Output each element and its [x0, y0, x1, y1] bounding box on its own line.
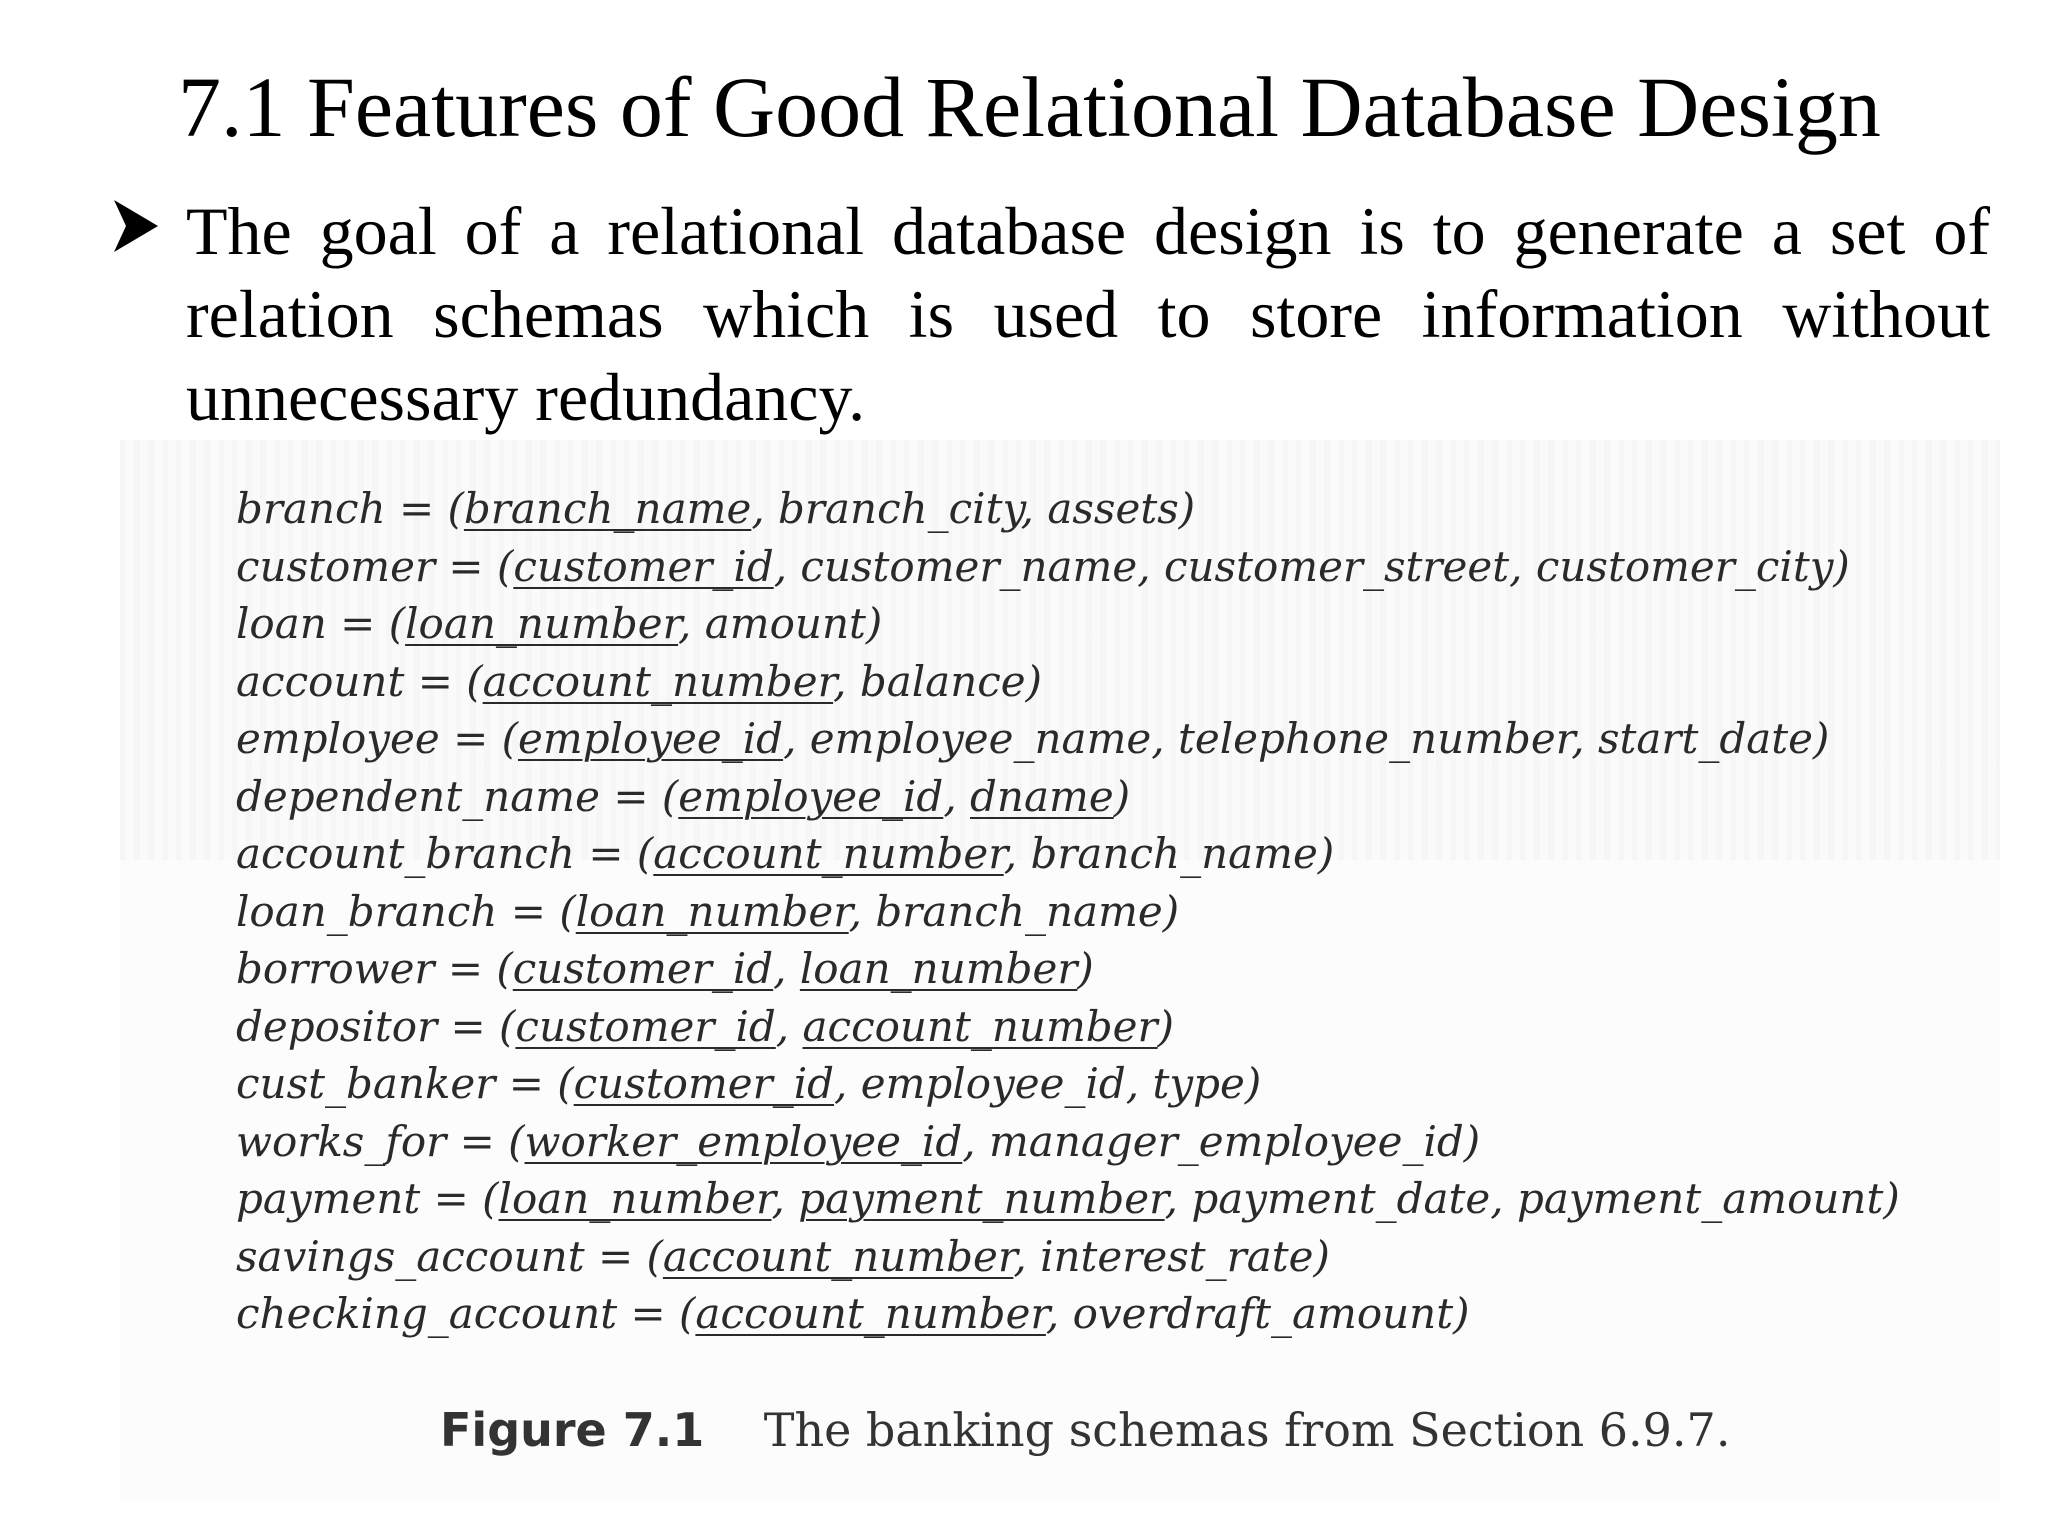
- key-attribute: loan_number: [498, 1174, 772, 1223]
- schema-row: borrower = (customer_id, loan_number): [236, 944, 1094, 993]
- relation-name: savings_account: [236, 1231, 585, 1281]
- attribute: manager_employee_id: [988, 1116, 1464, 1166]
- relation-name: employee: [236, 714, 440, 763]
- relation-name: depositor: [236, 1001, 438, 1051]
- figure-caption: [440, 1400, 1730, 1461]
- relation-name: account: [236, 656, 405, 706]
- schema-row: employee = (employee_id, employee_name, telephone_number, start_date): [236, 714, 1830, 763]
- key-attribute: account_number: [695, 1289, 1046, 1338]
- attribute: branch_name: [1030, 829, 1318, 878]
- attribute: type: [1152, 1059, 1245, 1108]
- relation-name: cust_banker: [236, 1059, 496, 1108]
- schema-row: savings_account = (account_number, interest_rate): [236, 1231, 1330, 1281]
- schema-row: checking_account = (account_number, overdraft_amount): [236, 1289, 1470, 1338]
- attribute: balance: [859, 656, 1026, 706]
- key-attribute: customer_id: [512, 944, 774, 993]
- attribute: payment_date: [1191, 1174, 1491, 1223]
- key-attribute: worker_employee_id: [524, 1116, 963, 1166]
- schema-row: loan = (loan_number, amount): [236, 599, 883, 648]
- schema-row: dependent_name = (employee_id, dname): [236, 771, 1131, 821]
- schema-row: branch = (branch_name, branch_city, assets): [236, 484, 1196, 533]
- relation-name: branch: [236, 484, 386, 533]
- attribute: telephone_number: [1177, 714, 1572, 763]
- schema-row: cust_banker = (customer_id, employee_id, type): [236, 1059, 1262, 1108]
- relation-name: works_for: [236, 1116, 447, 1166]
- attribute: employee_id: [860, 1059, 1126, 1108]
- relation-name: dependent_name: [236, 771, 600, 821]
- attribute: interest_rate: [1040, 1231, 1314, 1281]
- key-attribute: loan_number: [799, 944, 1078, 993]
- key-attribute: loan_number: [575, 886, 849, 936]
- schema-row: account_branch = (account_number, branch_name): [236, 829, 1335, 878]
- schema-row: depositor = (customer_id, account_number): [236, 1001, 1174, 1051]
- schema-row: customer = (customer_id, customer_name, customer_street, customer_city): [236, 541, 1850, 591]
- bullet-text: The goal of a relational database design is to generate a set of relation schemas which is used to store information without unnecessary redundancy.: [186, 193, 1990, 435]
- key-attribute: payment_number: [798, 1174, 1165, 1223]
- schema-row: works_for = (worker_employee_id, manager_employee_id): [236, 1116, 1481, 1166]
- figure-caption-text: The banking schemas from Section 6.9.7.: [763, 1403, 1731, 1457]
- relation-name: account_branch: [236, 829, 575, 878]
- attribute: amount: [704, 599, 866, 648]
- key-attribute: employee_id: [678, 771, 944, 821]
- key-attribute: customer_id: [573, 1059, 835, 1108]
- schema-row: account = (account_number, balance): [236, 656, 1043, 706]
- relation-name: payment: [236, 1174, 421, 1223]
- attribute: customer_name: [800, 541, 1138, 591]
- schema-row: payment = (loan_number, payment_number, payment_date, payment_amount): [236, 1174, 1900, 1223]
- key-attribute: customer_id: [513, 541, 774, 591]
- relation-name: borrower: [236, 944, 435, 993]
- relation-name: loan_branch: [236, 886, 498, 936]
- schema-list: [236, 480, 1900, 1343]
- arrow-bullet-icon: [110, 196, 162, 256]
- relation-name: checking_account: [236, 1289, 618, 1338]
- attribute: customer_street: [1163, 541, 1510, 591]
- attribute: payment_amount: [1516, 1174, 1884, 1223]
- key-attribute: account_number: [653, 829, 1004, 878]
- schema-row: loan_branch = (loan_number, branch_name): [236, 886, 1180, 936]
- slide-title: 7.1 Features of Good Relational Database Design: [178, 59, 1881, 155]
- attribute: overdraft_amount: [1072, 1289, 1454, 1338]
- attribute: branch_name: [875, 886, 1163, 936]
- relation-name: loan: [236, 599, 327, 648]
- attribute: assets: [1047, 484, 1179, 533]
- relation-name: customer: [236, 541, 436, 591]
- schema-figure: [120, 440, 2000, 1500]
- key-attribute: account_number: [662, 1231, 1014, 1281]
- figure-label: Figure 7.1: [440, 1403, 705, 1457]
- key-attribute: loan_number: [405, 599, 679, 648]
- attribute: start_date: [1597, 714, 1814, 763]
- attribute: customer_city: [1535, 541, 1834, 591]
- key-attribute: dname: [970, 771, 1114, 821]
- key-attribute: account_number: [482, 656, 834, 706]
- attribute: employee_name: [809, 714, 1152, 763]
- key-attribute: customer_id: [515, 1001, 776, 1051]
- attribute: branch_city: [778, 484, 1021, 533]
- key-attribute: branch_name: [463, 484, 752, 533]
- key-attribute: account_number: [802, 1001, 1158, 1051]
- key-attribute: employee_id: [518, 714, 784, 763]
- bullet-point: [110, 190, 1990, 439]
